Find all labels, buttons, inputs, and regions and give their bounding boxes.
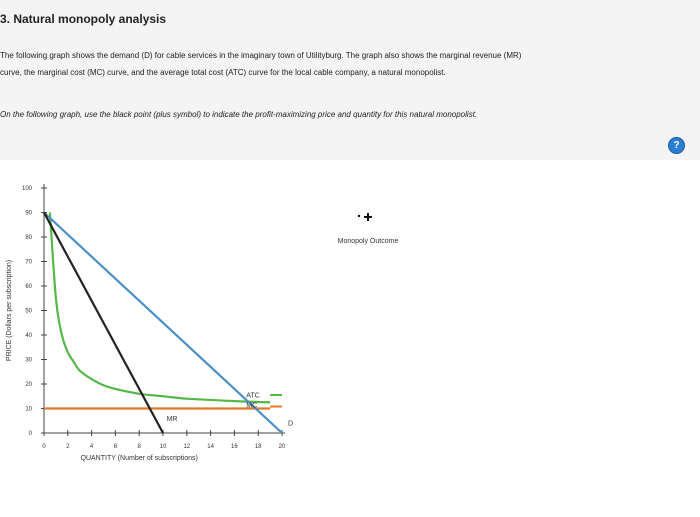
natural-monopoly-chart[interactable]: [0, 160, 700, 517]
y-tick-label: 60: [25, 284, 32, 290]
y-tick-label: 90: [25, 210, 32, 217]
intro-line-2: curve, the marginal cost (MC) curve, and the average total cost (ATC) curve for the local cable company, a natural monopolist.: [0, 68, 446, 77]
y-tick-label: 0: [28, 431, 32, 437]
intro-line-1: The following graph shows the demand (D) for cable services in the imaginary town of Utilityburg. The graph also shows the marginal revenue (MR): [0, 51, 522, 60]
y-tick-label: 40: [25, 333, 32, 339]
demand-curve: [44, 213, 282, 434]
y-tick-label: 80: [25, 235, 32, 241]
y-axis-title: PRICE (Dollars per subscription): [6, 259, 13, 362]
x-axis-title: QUANTITY (Number of subscriptions): [80, 455, 198, 462]
chart-curves: [44, 213, 282, 434]
x-tick-label: 0: [42, 444, 46, 450]
y-tick-label: 50: [25, 308, 32, 315]
x-tick-label: 18: [254, 444, 262, 450]
marker-dot: [358, 215, 360, 217]
monopoly-outcome-label: Monopoly Outcome: [337, 238, 399, 245]
legend-area: [338, 213, 399, 245]
x-tick-label: 16: [231, 444, 238, 450]
y-tick-label: 30: [25, 357, 32, 364]
marginal-revenue-curve: [44, 213, 163, 434]
x-tick-label: 4: [89, 444, 94, 450]
x-tick-label: 8: [137, 444, 141, 450]
x-tick-label: 20: [278, 444, 286, 450]
x-tick-label: 14: [207, 444, 214, 450]
x-tick-label: 12: [183, 444, 191, 450]
x-tick-label: 2: [66, 444, 70, 450]
x-tick-label: 6: [113, 444, 118, 450]
mc-label: MC: [246, 402, 258, 410]
mr-label: MR: [166, 415, 178, 423]
section-title: 3. Natural monopoly analysis: [0, 12, 167, 26]
plus-point-icon[interactable]: [358, 213, 372, 221]
average-total-cost-curve: [50, 213, 270, 403]
x-tick-label: 10: [159, 444, 167, 450]
question-mark-icon[interactable]: ?: [668, 137, 685, 154]
demand-label: D: [287, 420, 294, 428]
y-tick-label: 20: [25, 382, 32, 388]
atc-label: ATC: [246, 392, 260, 400]
y-tick-label: 100: [21, 186, 32, 192]
y-tick-label: 10: [25, 406, 32, 413]
y-tick-label: 70: [25, 259, 32, 266]
instruction-text: On the following graph, use the black point (plus symbol) to indicate the profit-maximizing price and quantity for this natural monopolist.: [0, 110, 478, 119]
graph-panel: [0, 160, 700, 517]
intro-text: [0, 47, 690, 81]
chart-axes: [6, 184, 286, 462]
